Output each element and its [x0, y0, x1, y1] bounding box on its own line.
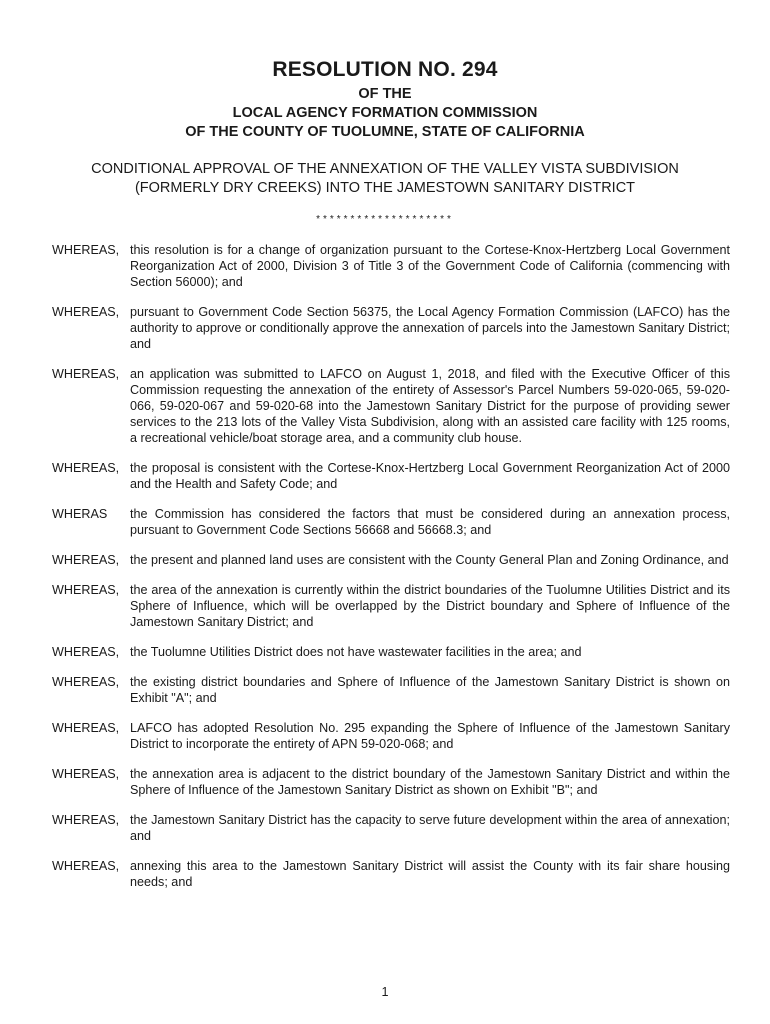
- subject-line-2: (FORMERLY DRY CREEKS) INTO THE JAMESTOWN SANITARY DISTRICT: [134, 180, 636, 196]
- clause-text: the Tuolumne Utilities District does not have wastewater facilities in the area; and: [130, 645, 582, 659]
- clause-keyword: WHEREAS,: [52, 243, 120, 257]
- clause-keyword: WHERAS: [52, 507, 108, 521]
- subtitle-line-1: OF THE: [358, 86, 412, 102]
- clause-keyword: WHEREAS,: [52, 367, 120, 381]
- clause-keyword: WHEREAS,: [52, 553, 120, 567]
- whereas-clause-5: [52, 506, 730, 538]
- whereas-clause-6: [52, 552, 730, 568]
- clause-text: this resolution is for a change of organization pursuant to the Cortese-Knox-Hertzberg Local Government Reorganization Act of 2000, Division 3 of Title 3 of the Government Code of California (commencing with Section 56000); and: [130, 243, 730, 289]
- clause-keyword: WHEREAS,: [52, 305, 120, 319]
- asterisk-separator: ********************: [316, 214, 454, 225]
- subject-line-1: CONDITIONAL APPROVAL OF THE ANNEXATION OF THE VALLEY VISTA SUBDIVISION: [91, 161, 679, 177]
- whereas-clause-7: [52, 582, 730, 630]
- subtitle-line-3: OF THE COUNTY OF TUOLUMNE, STATE OF CALIFORNIA: [185, 124, 585, 140]
- whereas-clause-11: [52, 766, 730, 798]
- clause-keyword: WHEREAS,: [52, 721, 120, 735]
- clause-keyword: WHEREAS,: [52, 675, 120, 689]
- clause-text: the proposal is consistent with the Cortese-Knox-Hertzberg Local Government Reorganization Act of 2000 and the Health and Safety Code; and: [130, 461, 730, 491]
- clause-keyword: WHEREAS,: [52, 813, 120, 827]
- subtitle-line-2: LOCAL AGENCY FORMATION COMMISSION: [232, 105, 538, 121]
- clause-keyword: WHEREAS,: [52, 767, 120, 781]
- whereas-clause-9: [52, 674, 730, 706]
- clause-text: the area of the annexation is currently within the district boundaries of the Tuolumne Utilities District and its Sphere of Influence, which will be overlapped by the District boundary and Sphere of Influence of the Jamestown Sanitary District; and: [130, 583, 730, 629]
- clause-keyword: WHEREAS,: [52, 461, 120, 475]
- clause-text: the Commission has considered the factors that must be considered during an annexation process, pursuant to Government Code Sections 56668 and 56668.3; and: [130, 507, 730, 537]
- whereas-clause-8: [52, 644, 730, 660]
- clause-text: an application was submitted to LAFCO on August 1, 2018, and filed with the Executive Officer of this Commission requesting the annexation of the entirety of Assessor's Parcel Numbers 59-020-065, 59-020-066, 59-020-067 and 59-020-68 into the Jamestown Sanitary District for the purpose of providing sewer services to the 213 lots of the Valley Vista Subdivision, along with an assisted care facility with 125 rooms, a recreational vehicle/boat storage area, and a community club house.: [130, 367, 730, 445]
- clause-text: pursuant to Government Code Section 56375, the Local Agency Formation Commission (LAFCO) has the authority to approve or conditionally approve the annexation of parcels into the Jamestown Sanitary District; and: [130, 305, 730, 351]
- whereas-clause-3: [52, 366, 730, 446]
- clause-keyword: WHEREAS,: [52, 859, 120, 873]
- resolution-title: RESOLUTION NO. 294: [272, 58, 498, 81]
- clause-text: LAFCO has adopted Resolution No. 295 expanding the Sphere of Influence of the Jamestown Sanitary District to incorporate the entirety of APN 59-020-068; and: [130, 721, 730, 751]
- clause-text: the existing district boundaries and Sphere of Influence of the Jamestown Sanitary District is shown on Exhibit "A"; and: [130, 675, 730, 705]
- whereas-clause-1: [52, 242, 730, 290]
- page-number: 1: [381, 985, 389, 999]
- clause-keyword: WHEREAS,: [52, 583, 120, 597]
- clause-text: annexing this area to the Jamestown Sanitary District will assist the County with its fair share housing needs; and: [130, 859, 730, 889]
- clause-text: the Jamestown Sanitary District has the capacity to serve future development within the area of annexation; and: [130, 813, 730, 843]
- whereas-clause-13: [52, 858, 730, 890]
- whereas-clause-4: [52, 460, 730, 492]
- clause-text: the present and planned land uses are consistent with the County General Plan and Zoning Ordinance, and: [130, 553, 729, 567]
- whereas-clause-2: [52, 304, 730, 352]
- whereas-clause-10: [52, 720, 730, 752]
- resolution-subject: [40, 160, 730, 198]
- clause-text: the annexation area is adjacent to the district boundary of the Jamestown Sanitary District and within the Sphere of Influence of the Jamestown Sanitary District as shown on Exhibit "B"; and: [130, 767, 730, 797]
- whereas-clause-12: [52, 812, 730, 844]
- whereas-clauses: [52, 242, 730, 904]
- clause-keyword: WHEREAS,: [52, 645, 120, 659]
